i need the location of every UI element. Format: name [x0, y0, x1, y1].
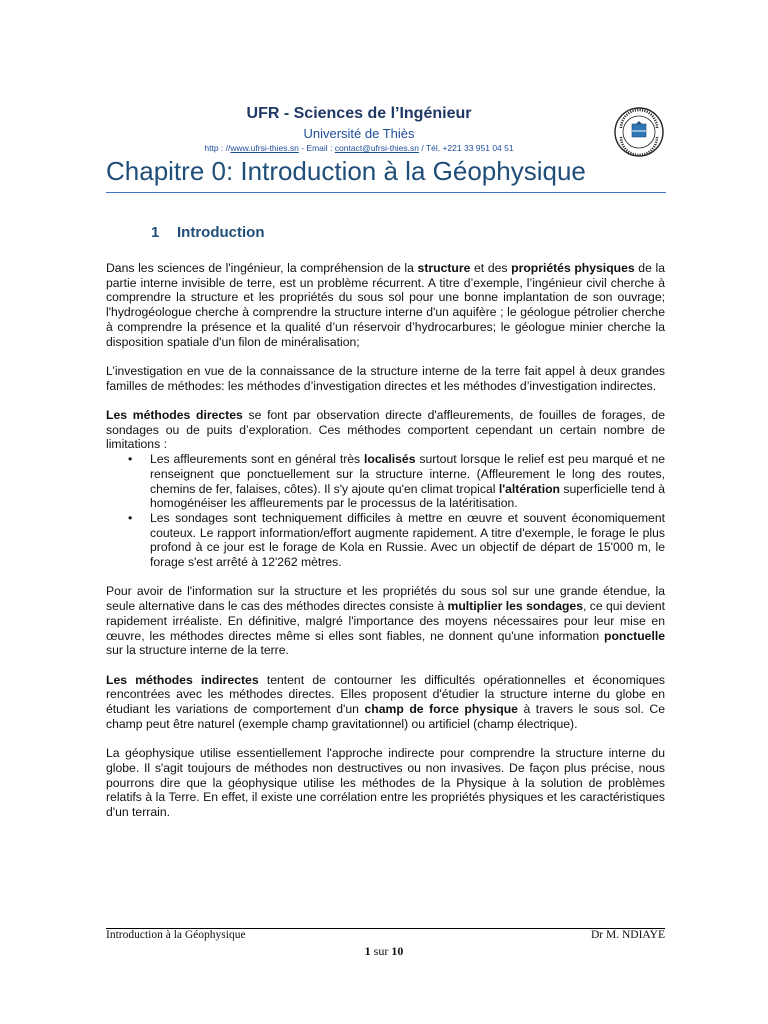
paragraph-3: Les méthodes directes se font par observation directe d'affleurements, de fouilles de forages, de sondages ou de puits d’exploration. Ces méthodes comportent cependant un certain nombre de limitations :: [106, 408, 665, 452]
section-number: 1: [151, 224, 160, 241]
university-seal-logo: [611, 106, 667, 158]
website-link[interactable]: www.ufrsi-thies.sn: [230, 143, 299, 153]
list-item: • Les sondages sont techniquement difficiles à mettre en œuvre et souvent économiquement couteux. Le rapport information/effort augmente rapidement. A titre d'exemple, le forage le plus profond à ce jour est le forage de Kola en Russie. Avec un objectif de départ de 15'000 m, le forage s'est arrêté à 12'262 mètres.: [150, 511, 665, 570]
page-number: 1 sur 10: [364, 944, 404, 958]
list-item: • Les affleurements sont en général très localisés surtout lorsque le relief est peu marqué et ne renseignent que ponctuellement sur la structure interne. (Affleurement le long des routes, chemins de fer, falaises, côtes). Il s'y ajoute qu'en climat tropical l'altération superficielle tend à homogénéiser les affleurements par le processus de la latéritisation.: [150, 452, 665, 511]
footer-document-title: Introduction à la Géophysique: [106, 929, 246, 941]
paragraph-4: Pour avoir de l'information sur la structure et les propriétés du sous sol sur une grande étendue, la seule alternative dans le cas des méthodes directes consiste à multiplier les sondages, ce qui devient rapidement irréaliste. En définitive, malgré l'importance des moyens nécessaires pour leur mise en œuvre, les méthodes directes même si elles sont fiables, ne donnent qu'une information ponctuelle sur la structure interne de la terre.: [106, 584, 665, 658]
footer-author: Dr M. NDIAYE: [590, 929, 665, 941]
chapter-title: Chapitre 0: Introduction à la Géophysique: [106, 154, 666, 193]
limitations-list: [106, 452, 665, 570]
paragraph-2: L’investigation en vue de la connaissance de la structure interne de la terre fait appel à deux grandes familles de méthodes: les méthodes d’investigation directes et les méthodes d’investigation indirectes.: [106, 363, 665, 393]
paragraph-5: Les méthodes indirectes tentent de contourner les difficultés opérationnelles et économiques rencontrées avec les méthodes directes. Elles proposent d'étudier la structure interne du globe en étudiant les variations de comportement d'un champ de force physique à travers le sous sol. Ce champ peut être naturel (exemple champ gravitationnel) ou artificiel (champ électrique).: [106, 672, 665, 731]
section-title: Introduction: [177, 224, 265, 241]
paragraph-1: Dans les sciences de l'ingénieur, la compréhension de la structure et des propriétés physiques de la partie interne invisible de terre, est un problème récurrent. A titre d’exemple, l’ingénieur civil cherche à comprendre la structure et les propriétés du sous sol pour une bonne implantation de son ouvrage; l'hydrogéologue cherche à comprendre la structure interne d'un aquifère ; le géologue pétrolier cherche à comprendre la présence et la qualité d’un réservoir d’hydrocarbures; le géologue minier cherche la disposition spatiale d'un filon de minéralisation;: [106, 261, 665, 349]
institution-title: UFR - Sciences de l’Ingénieur: [246, 105, 472, 122]
section-heading: [151, 224, 264, 241]
university-name: Université de Thiès: [303, 126, 415, 141]
email-link[interactable]: contact@ufrsi-thies.sn: [334, 143, 419, 153]
body-text: [106, 261, 665, 834]
paragraph-6: La géophysique utilise essentiellement l'approche indirecte pour comprendre la structure interne du globe. Il s'agit toujours de méthodes non destructives ou non invasives. De façon plus précise, nous pourrons dire que la géophysique utilise les méthodes de la Physique à la solution de problèmes relatifs à la Terre. En effet, il existe une corrélation entre les propriétés physiques et les caractéristiques d'un terrain.: [106, 746, 665, 819]
contact-line: http : //www.ufrsi-thies.sn - Email : contact@ufrsi-thies.sn / Tél. +221 33 951 04 51: [204, 143, 514, 153]
